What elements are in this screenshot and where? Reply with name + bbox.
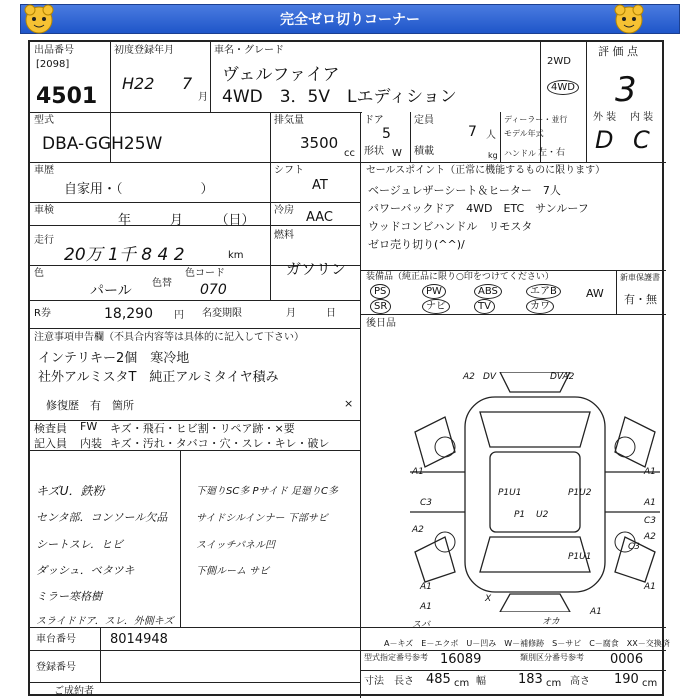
capacity-value: 7 <box>468 124 477 140</box>
class-code-label: 類別区分番号参考 <box>520 653 584 662</box>
equipment-item: エアB <box>526 284 561 299</box>
capacity-label: 定員 <box>414 115 434 126</box>
shape-label: 形状 <box>364 146 384 157</box>
doors-value: 5 <box>382 126 391 142</box>
registration-month: 7 <box>182 74 193 93</box>
hw-left-6: スライドドア．スレ．外側キズ <box>36 616 174 627</box>
model-code-label: 型式指定番号参考 <box>364 653 428 662</box>
damage-mark: A2 <box>644 532 656 542</box>
history-label: 車歴 <box>34 165 54 176</box>
damage-mark: X <box>485 594 492 604</box>
fuel-value: ガソリン <box>286 260 347 278</box>
wd-4: 4WD <box>547 80 579 95</box>
interior-items-label: 内装 <box>80 437 102 450</box>
hw-left-1: キズU．鉄粉 <box>36 484 105 498</box>
damage-mark: A1 <box>644 498 656 508</box>
damage-mark: A1 <box>644 582 656 592</box>
height-value: 190 <box>614 672 639 687</box>
hw-right-3: スイッチパネル凹 <box>196 540 275 551</box>
sales-line-2: パワーバックドア 4WD ETC サンルーフ <box>368 202 589 215</box>
aw-value: AW <box>586 287 604 300</box>
sales-line-1: ベージュレザーシート＆ヒーター 7人 <box>368 184 561 197</box>
cc-unit: cc <box>344 148 355 159</box>
recycle-unit: 円 <box>174 310 184 321</box>
color-code: 070 <box>200 282 227 298</box>
damage-mark: スバ <box>412 620 431 630</box>
model-year-label: モデル年式 <box>504 129 544 138</box>
vehicle-name: ヴェルファイア <box>222 65 340 85</box>
history-value: 自家用・（ ） <box>64 182 214 197</box>
damage-mark: A1 <box>412 467 424 477</box>
damage-mark: A1 <box>644 467 656 477</box>
title-deadline-label: 名変期限 <box>202 308 242 319</box>
repair-mark: × <box>344 397 354 410</box>
damage-mark: A1 <box>590 607 602 617</box>
equipment-item: ABS <box>474 284 502 299</box>
equipment-label: 装備品（純正品に限り○印をつけてください） <box>366 272 554 282</box>
damage-mark: オカ <box>542 617 560 627</box>
registration-label: 初度登録年月 <box>114 45 174 56</box>
height-unit: cm <box>642 678 658 689</box>
damage-legend: A－キズ E－エクボ U－凹み W－補修跡 S－サビ C－腐食 XX－交換済 <box>384 639 670 648</box>
wd-2: 2WD <box>547 56 571 67</box>
recorder-label: 記入員 <box>34 437 67 450</box>
equipment-item: PW <box>422 284 446 299</box>
damage-mark: C3 <box>420 498 433 508</box>
damage-mark: C3 <box>644 516 657 526</box>
lot-number: 4501 <box>36 84 98 109</box>
month-unit: 月 <box>198 92 208 103</box>
sales-line-3: ウッドコンビハンドル リモスタ <box>368 220 533 233</box>
equipment-item: ナビ <box>422 299 450 314</box>
auction-sheet <box>28 40 670 697</box>
after-label: 後日品 <box>366 318 396 329</box>
hw-right-2: サイドシルインナー 下部サビ <box>196 513 328 524</box>
interior-label: 内 装 <box>630 112 654 123</box>
damage-mark: DV <box>483 372 497 382</box>
handle-value: 左・右 <box>538 148 566 158</box>
grade-label: 評 価 点 <box>598 45 638 58</box>
damage-mark: A1 <box>420 582 432 592</box>
width-value: 183 <box>518 672 543 687</box>
height-label: 高さ <box>570 676 590 687</box>
sales-line-4: ゼロ売り切り(^^)/ <box>368 238 465 251</box>
damage-mark: U2 <box>536 510 549 520</box>
chassis-label: 車台番号 <box>36 634 76 645</box>
shape-value: W <box>392 148 402 159</box>
damage-mark: P1U1 <box>498 488 522 498</box>
dealer-label: ディーラー・並行 <box>504 115 568 124</box>
damage-mark: P1 <box>514 510 526 520</box>
model-label: 型式 <box>34 115 54 126</box>
chassis-value: 8014948 <box>110 632 168 647</box>
title-month: 月 <box>286 308 296 319</box>
mascot-icon <box>612 2 646 36</box>
inspector-label: 検査員 <box>34 422 67 435</box>
class-code-value: 0006 <box>610 652 644 667</box>
damage-mark: C3 <box>628 542 641 552</box>
inspection-label: 車検 <box>34 205 54 216</box>
dims-label: 寸法 <box>364 676 384 687</box>
lot-label: 出品番号 <box>34 45 74 56</box>
mileage-value: 20万 1千 8 4 2 <box>64 245 185 265</box>
length-value: 485 <box>426 672 451 687</box>
model-value: DBA-GGH25W <box>42 134 163 154</box>
hw-left-3: シートスレ．ヒビ <box>36 538 124 551</box>
grade-score: 3 <box>615 70 637 110</box>
registration-era: H22 <box>122 74 155 93</box>
car-diagram <box>410 372 660 612</box>
sales-label: セールスポイント（正常に機能するものに限ります） <box>366 165 606 176</box>
recycle-label: R券 <box>34 308 51 319</box>
vehicle-label: 車名・グレード <box>214 45 284 56</box>
lot-code: [2098] <box>36 59 70 70</box>
vehicle-grade: 4WD 3．5V Lエディション <box>222 87 457 107</box>
mileage-unit: km <box>228 250 244 261</box>
fw-items: キズ・飛石・ヒビ割・リペア跡・×要 <box>110 422 295 435</box>
fuel-label: 燃料 <box>274 230 294 241</box>
mascot-icon <box>22 2 56 36</box>
recycle-value: 18,290 <box>104 306 153 322</box>
interior-grade: C <box>633 126 650 154</box>
damage-mark: P1U2 <box>568 488 592 498</box>
exterior-grade: D <box>595 126 614 154</box>
hw-left-5: ミラー寒格樹 <box>36 590 102 603</box>
damage-mark: A2 <box>463 372 475 382</box>
warranty-value: 有・無 <box>624 293 657 306</box>
mileage-label: 走行 <box>34 235 54 246</box>
notes-label: 注意事項申告欄（不具合内容等は具体的に記入して下さい） <box>34 332 304 343</box>
title-day: 日 <box>326 308 336 319</box>
damage-mark: A2 <box>412 525 424 535</box>
exterior-label: 外 装 <box>593 112 617 123</box>
model-code-value: 16089 <box>440 652 482 667</box>
handle-label: ハンドル <box>504 149 536 158</box>
hw-right-1: 下廻りSC多 Pサイド 足廻りC多 <box>196 486 339 497</box>
notes-line1: インテリキー2個 寒冷地 <box>38 351 190 366</box>
damage-mark: DVA2 <box>550 372 575 382</box>
inspection-value: 年 月 （日） <box>118 213 255 228</box>
color-value: パール <box>90 283 132 299</box>
equipment-item: カワ <box>526 299 554 314</box>
notes-line2: 社外アルミスタT 純正アルミタイヤ積み <box>38 370 279 385</box>
ac-label: 冷房 <box>274 205 294 216</box>
ac-value: AAC <box>306 210 333 225</box>
hw-left-2: センタ部．コンソール欠品 <box>36 511 168 524</box>
color-label: 色 <box>34 268 44 279</box>
reg-no-label: 登録番号 <box>36 662 76 673</box>
page-title: 完全ゼロ切りコーナー <box>20 4 680 34</box>
color-code-label: 色コード <box>185 268 225 279</box>
width-label: 幅 <box>476 676 486 687</box>
displacement-value: 3500 <box>300 134 339 152</box>
hw-right-4: 下側ルーム サビ <box>196 566 270 577</box>
equipment-item: PS <box>370 284 390 299</box>
equipment-item: SR <box>370 299 391 314</box>
length-label: 長さ <box>394 676 414 687</box>
width-unit: cm <box>546 678 562 689</box>
equipment-item: TV <box>474 299 495 314</box>
hw-left-4: ダッシュ．ベタツキ <box>36 564 135 577</box>
damage-mark: P1U1 <box>568 552 592 562</box>
shift-value: AT <box>312 178 328 193</box>
interior-items: キズ・汚れ・タバコ・穴・スレ・キレ・破レ <box>110 437 330 450</box>
damage-mark: A1 <box>420 602 432 612</box>
color-change-label: 色替 <box>152 278 172 289</box>
shift-label: シフト <box>274 165 304 176</box>
doors-label: ドア <box>364 115 384 126</box>
warranty-label: 新車保護書 <box>620 273 660 282</box>
capacity-unit: 人 <box>486 130 496 141</box>
repair-history: 修復歴 有 箇所 <box>46 399 134 412</box>
bottom-partial: ご成約者 <box>54 686 94 697</box>
fw-label: FW <box>80 420 98 433</box>
load-unit: kg <box>488 151 498 160</box>
load-label: 積載 <box>414 146 434 157</box>
displacement-label: 排気量 <box>274 115 304 126</box>
length-unit: cm <box>454 678 470 689</box>
